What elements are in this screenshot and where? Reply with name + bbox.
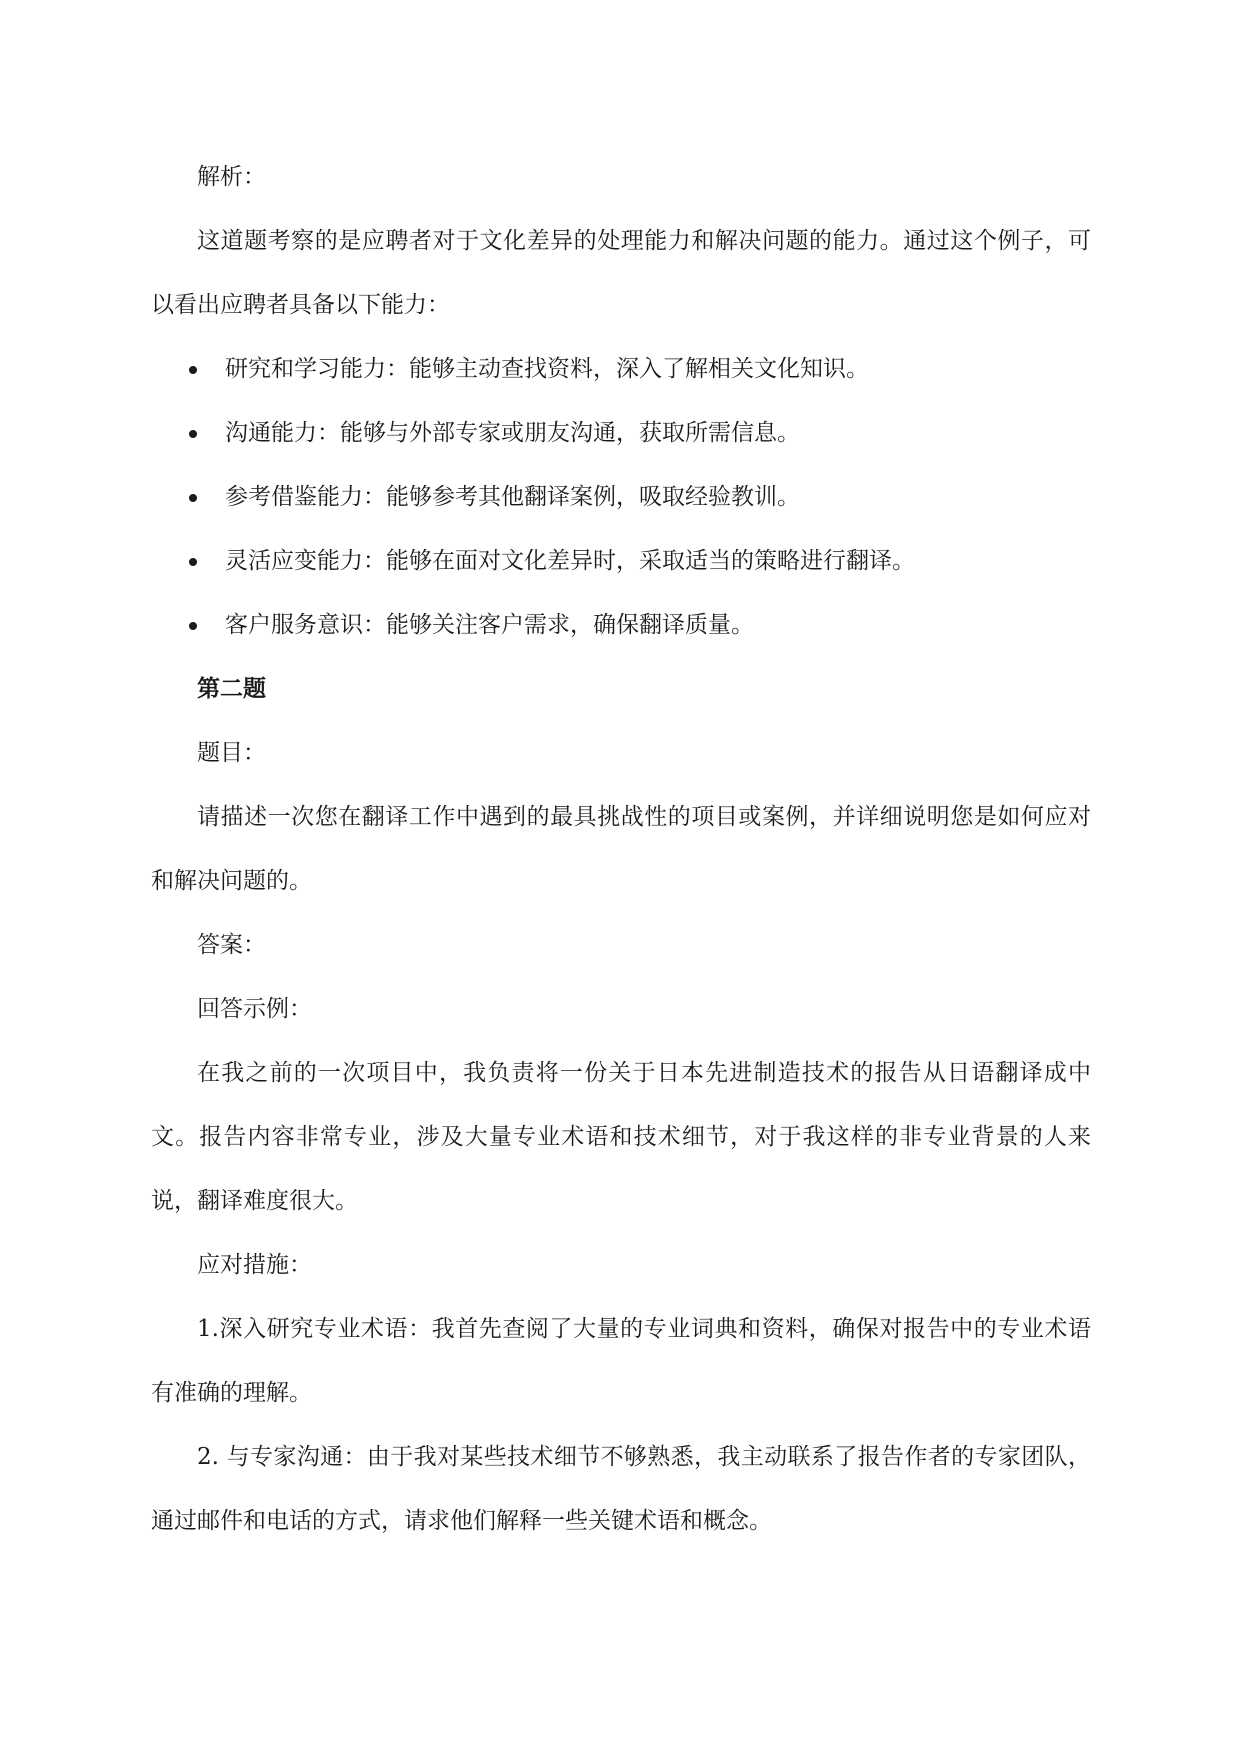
- bullet-icon: [189, 622, 197, 630]
- measures-label: 应对措施：: [197, 1252, 312, 1278]
- analysis-paragraph: 这道题考察的是应聘者对于文化差异的处理能力和解决问题的能力。通过这个例子，可以看出应聘者具备以下能力：: [151, 228, 1091, 318]
- measure-item: 2. 与专家沟通：由于我对某些技术细节不够熟悉，我主动联系了报告作者的专家团队，通过邮件和电话的方式，请求他们解释一些关键术语和概念。: [151, 1444, 1091, 1534]
- question-text: 请描述一次您在翻译工作中遇到的最具挑战性的项目或案例，并详细说明您是如何应对和解决问题的。: [151, 804, 1091, 894]
- document-body: [151, 145, 1091, 1553]
- list-item-text: 客户服务意识：能够关注客户需求，确保翻译质量。: [225, 612, 754, 638]
- list-item-text: 沟通能力：能够与外部专家或朋友沟通，获取所需信息。: [225, 420, 800, 446]
- bullet-icon: [189, 558, 197, 566]
- list-item: [151, 529, 1091, 593]
- list-item: [151, 593, 1091, 657]
- bullet-icon: [189, 494, 197, 502]
- section-heading: 第二题: [197, 675, 266, 702]
- question-label: 题目：: [197, 740, 266, 766]
- answer-label: 答案：: [197, 932, 266, 958]
- list-item-text: 灵活应变能力：能够在面对文化差异时，采取适当的策略进行翻译。: [225, 548, 915, 574]
- bullet-icon: [189, 366, 197, 374]
- bullet-icon: [189, 430, 197, 438]
- measure-item: 1.深入研究专业术语：我首先查阅了大量的专业词典和资料，确保对报告中的专业术语有准确的理解。: [151, 1316, 1091, 1406]
- list-item: [151, 337, 1091, 401]
- abilities-list: [151, 337, 1091, 657]
- analysis-label: 解析：: [197, 164, 266, 190]
- list-item: [151, 465, 1091, 529]
- list-item: [151, 401, 1091, 465]
- example-label: 回答示例：: [197, 996, 312, 1022]
- list-item-text: 研究和学习能力：能够主动查找资料，深入了解相关文化知识。: [225, 356, 869, 382]
- list-item-text: 参考借鉴能力：能够参考其他翻译案例，吸取经验教训。: [225, 484, 800, 510]
- example-text: 在我之前的一次项目中，我负责将一份关于日本先进制造技术的报告从日语翻译成中文。报告内容非常专业，涉及大量专业术语和技术细节，对于我这样的非专业背景的人来说，翻译难度很大。: [151, 1060, 1091, 1214]
